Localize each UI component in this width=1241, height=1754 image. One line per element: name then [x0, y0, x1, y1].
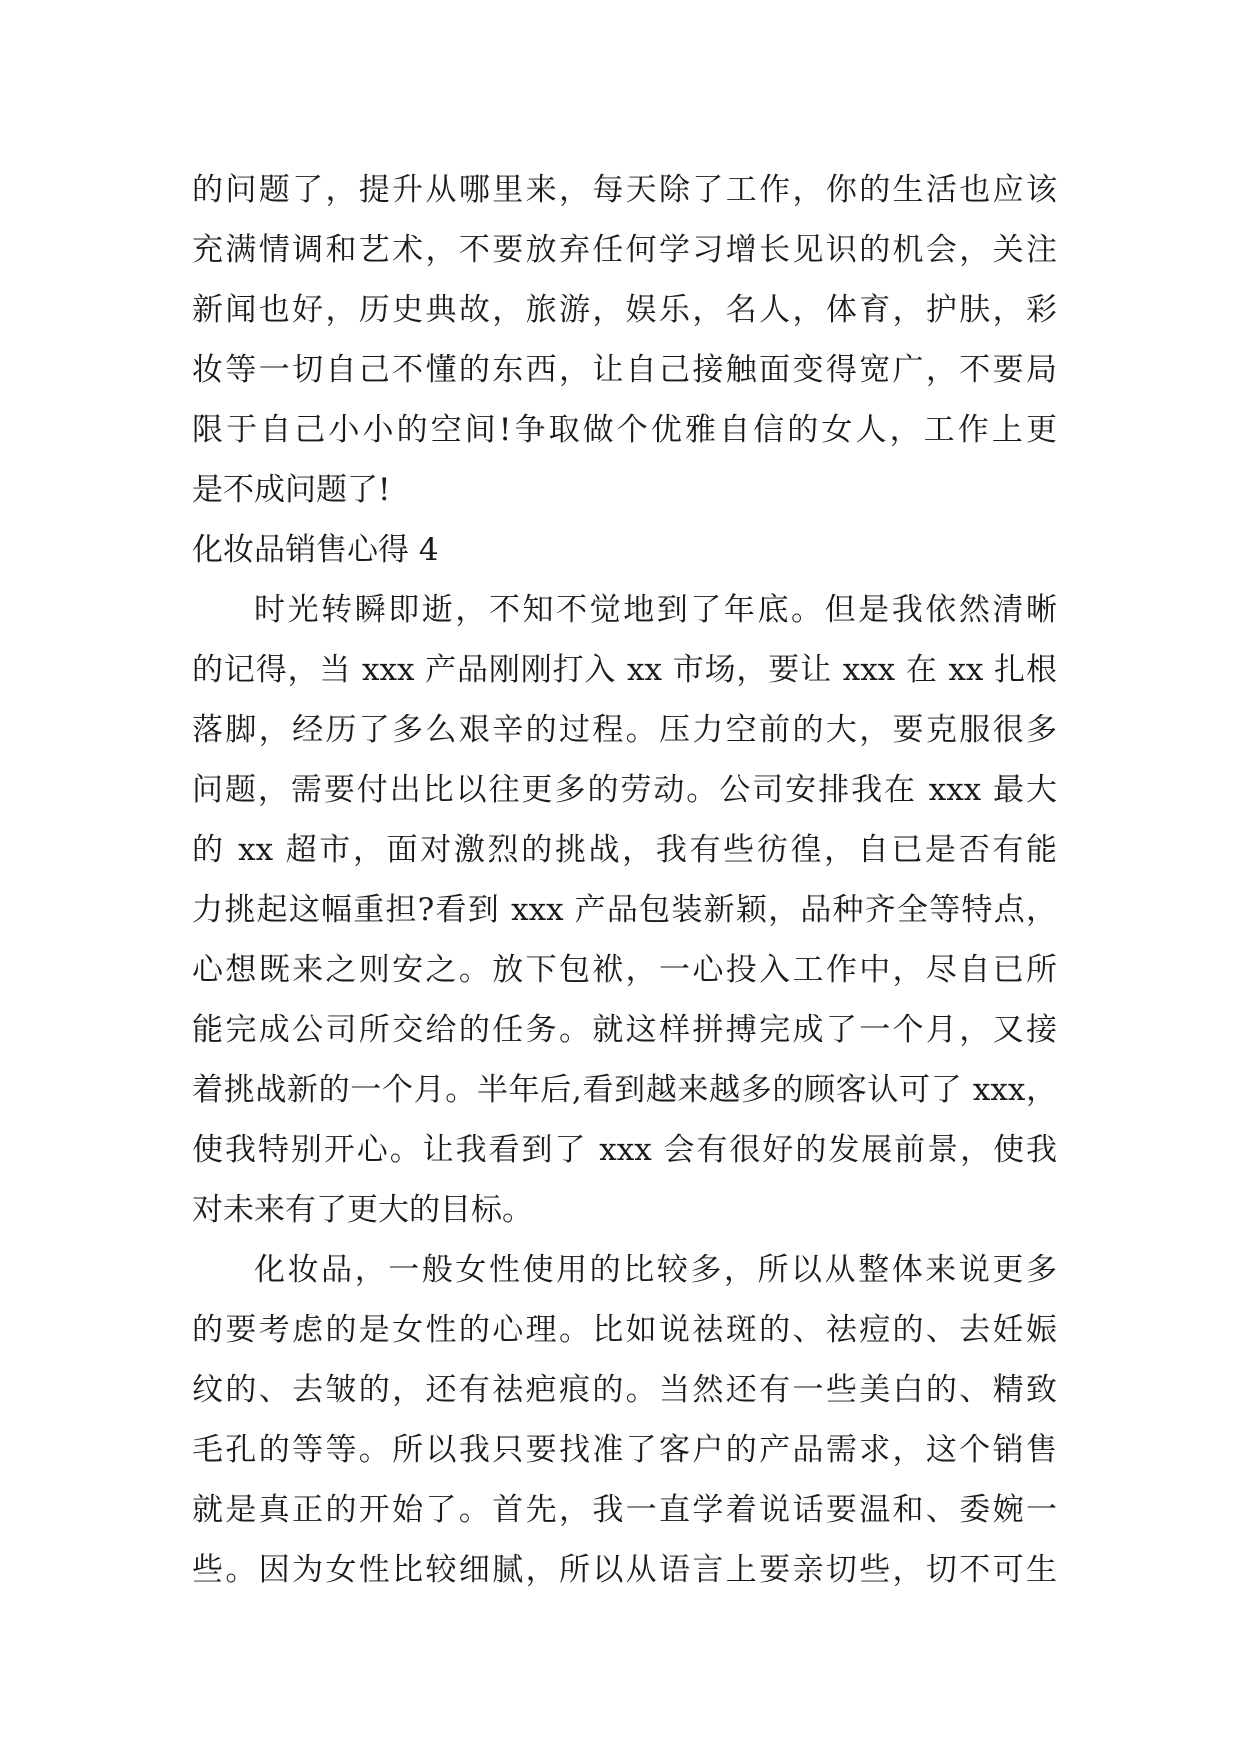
text-line: 纹的、去皱的，还有祛疤痕的。当然还有一些美白的、精致	[192, 1372, 1057, 1408]
text-line: 对未来有了更大的目标。	[192, 1192, 533, 1228]
paragraph-2	[192, 1240, 1057, 1600]
document-body	[192, 160, 1057, 1600]
text-line: 问题，需要付出比以往更多的劳动。公司安排我在 xxx 最大	[192, 772, 1057, 808]
text-line: 的要考虑的是女性的心理。比如说祛斑的、祛痘的、去妊娠	[192, 1312, 1057, 1348]
text-line: 新闻也好，历史典故，旅游，娱乐，名人，体育，护肤，彩	[192, 292, 1057, 328]
text-line: 限于自己小小的空间!争取做个优雅自信的女人，工作上更	[192, 412, 1057, 448]
text-line: 化妆品，一般女性使用的比较多，所以从整体来说更多	[254, 1252, 1057, 1288]
text-line: 就是真正的开始了。首先，我一直学着说话要温和、委婉一	[192, 1492, 1057, 1528]
text-line: 的记得，当 xxx 产品刚刚打入 xx 市场，要让 xxx 在 xx 扎根	[192, 652, 1057, 688]
text-line: 着挑战新的一个月。半年后,看到越来越多的顾客认可了 xxx，	[192, 1072, 1057, 1108]
paragraph-1	[192, 580, 1057, 1240]
text-line: 的 xx 超市，面对激烈的挑战，我有些彷徨，自已是否有能	[192, 832, 1057, 868]
text-line: 的问题了，提升从哪里来，每天除了工作，你的生活也应该	[192, 172, 1057, 208]
text-line: 时光转瞬即逝，不知不觉地到了年底。但是我依然清晰	[254, 592, 1057, 628]
text-line: 毛孔的等等。所以我只要找准了客户的产品需求，这个销售	[192, 1432, 1057, 1468]
text-line: 些。因为女性比较细腻，所以从语言上要亲切些，切不可生	[192, 1552, 1057, 1588]
text-line: 是不成问题了!	[192, 472, 391, 508]
text-line: 心想既来之则安之。放下包袱，一心投入工作中，尽自已所	[192, 952, 1057, 988]
text-line: 落脚，经历了多么艰辛的过程。压力空前的大，要克服很多	[192, 712, 1057, 748]
text-line: 妆等一切自己不懂的东西，让自己接触面变得宽广，不要局	[192, 352, 1057, 388]
text-line: 力挑起这幅重担?看到 xxx 产品包装新颖，品种齐全等特点，	[192, 892, 1057, 928]
text-line: 充满情调和艺术，不要放弃任何学习增长见识的机会，关注	[192, 232, 1057, 268]
text-line: 使我特别开心。让我看到了 xxx 会有很好的发展前景，使我	[192, 1132, 1057, 1168]
text-line: 能完成公司所交给的任务。就这样拼搏完成了一个月，又接	[192, 1012, 1057, 1048]
continued-paragraph	[192, 160, 1057, 520]
section-heading: 化妆品销售心得 4	[192, 532, 439, 568]
